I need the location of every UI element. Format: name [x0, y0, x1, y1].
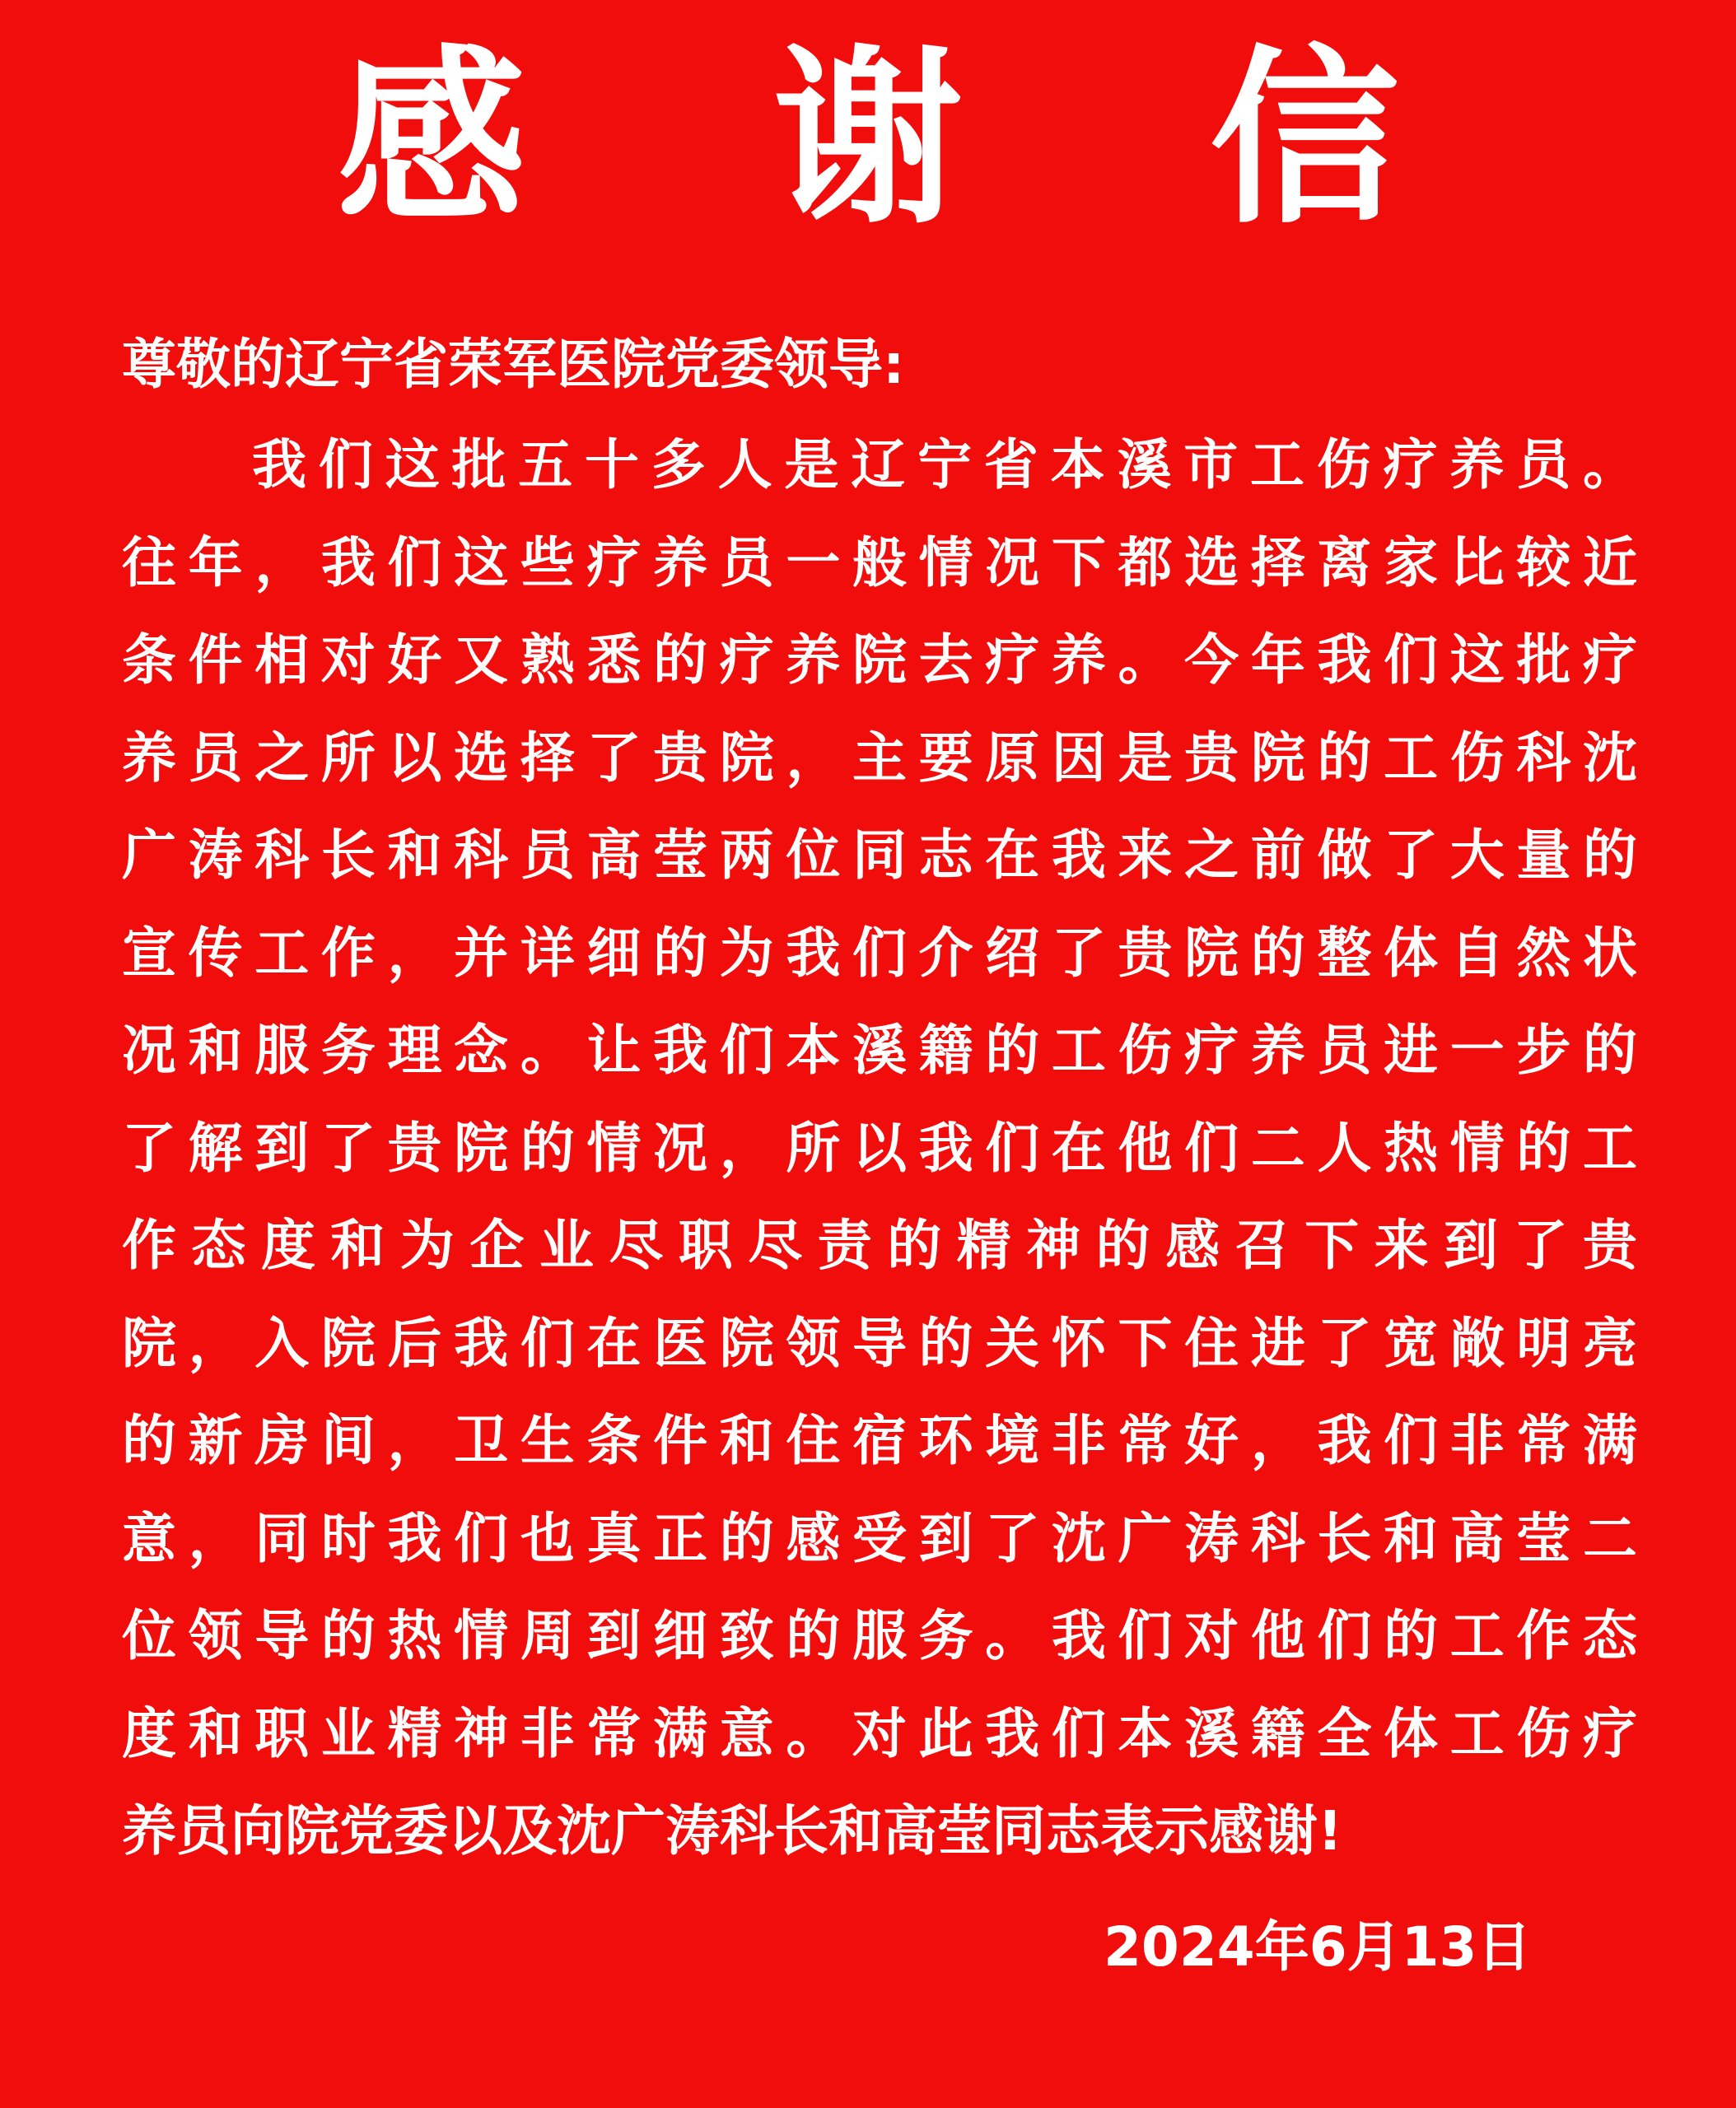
body-line: 往年，我们这些疗养员一般情况下都选择离家比较近 — [122, 530, 1637, 595]
body-line: 院，入院后我们在医院领导的关怀下住进了宽敞明亮 — [122, 1311, 1637, 1375]
body-line: 度和职业精神非常满意。对此我们本溪籍全体工伤疗 — [122, 1701, 1637, 1765]
body-line: 作态度和为企业尽职尽责的精神的感召下来到了贵 — [122, 1214, 1637, 1277]
body-line: 位领导的热情周到细致的服务。我们对他们的工作态 — [122, 1604, 1637, 1667]
body-line: 的新房间，卫生条件和住宿环境非常好，我们非常满 — [122, 1409, 1637, 1472]
letter-title: 感 谢 信 — [336, 30, 1491, 250]
body-line: 养员向院党委以及沈广涛科长和高莹同志表示感谢! — [122, 1799, 1343, 1863]
body-line: 我们这批五十多人是辽宁省本溪市工伤疗养员。 — [252, 433, 1637, 497]
body-line: 了解到了贵院的情况，所以我们在他们二人热情的工 — [122, 1116, 1637, 1180]
body-line: 养员之所以选择了贵院，主要原因是贵院的工伤科沈 — [122, 725, 1637, 790]
salutation: 尊敬的辽宁省荣军医院党委领导: — [122, 333, 905, 396]
letter-date: 2024年6月13日 — [1104, 1915, 1532, 1979]
body-line: 意，同时我们也真正的感受到了沈广涛科长和高莹二 — [122, 1506, 1637, 1570]
body-line: 条件相对好又熟悉的疗养院去疗养。今年我们这批疗 — [122, 628, 1637, 692]
letter-body — [122, 428, 1637, 1892]
body-line: 广涛科长和科员高莹两位同志在我来之前做了大量的 — [122, 823, 1637, 887]
body-line: 宣传工作，并详细的为我们介绍了贵院的整体自然状 — [122, 921, 1637, 985]
body-line: 况和服务理念。让我们本溪籍的工伤疗养员进一步的 — [122, 1019, 1637, 1082]
